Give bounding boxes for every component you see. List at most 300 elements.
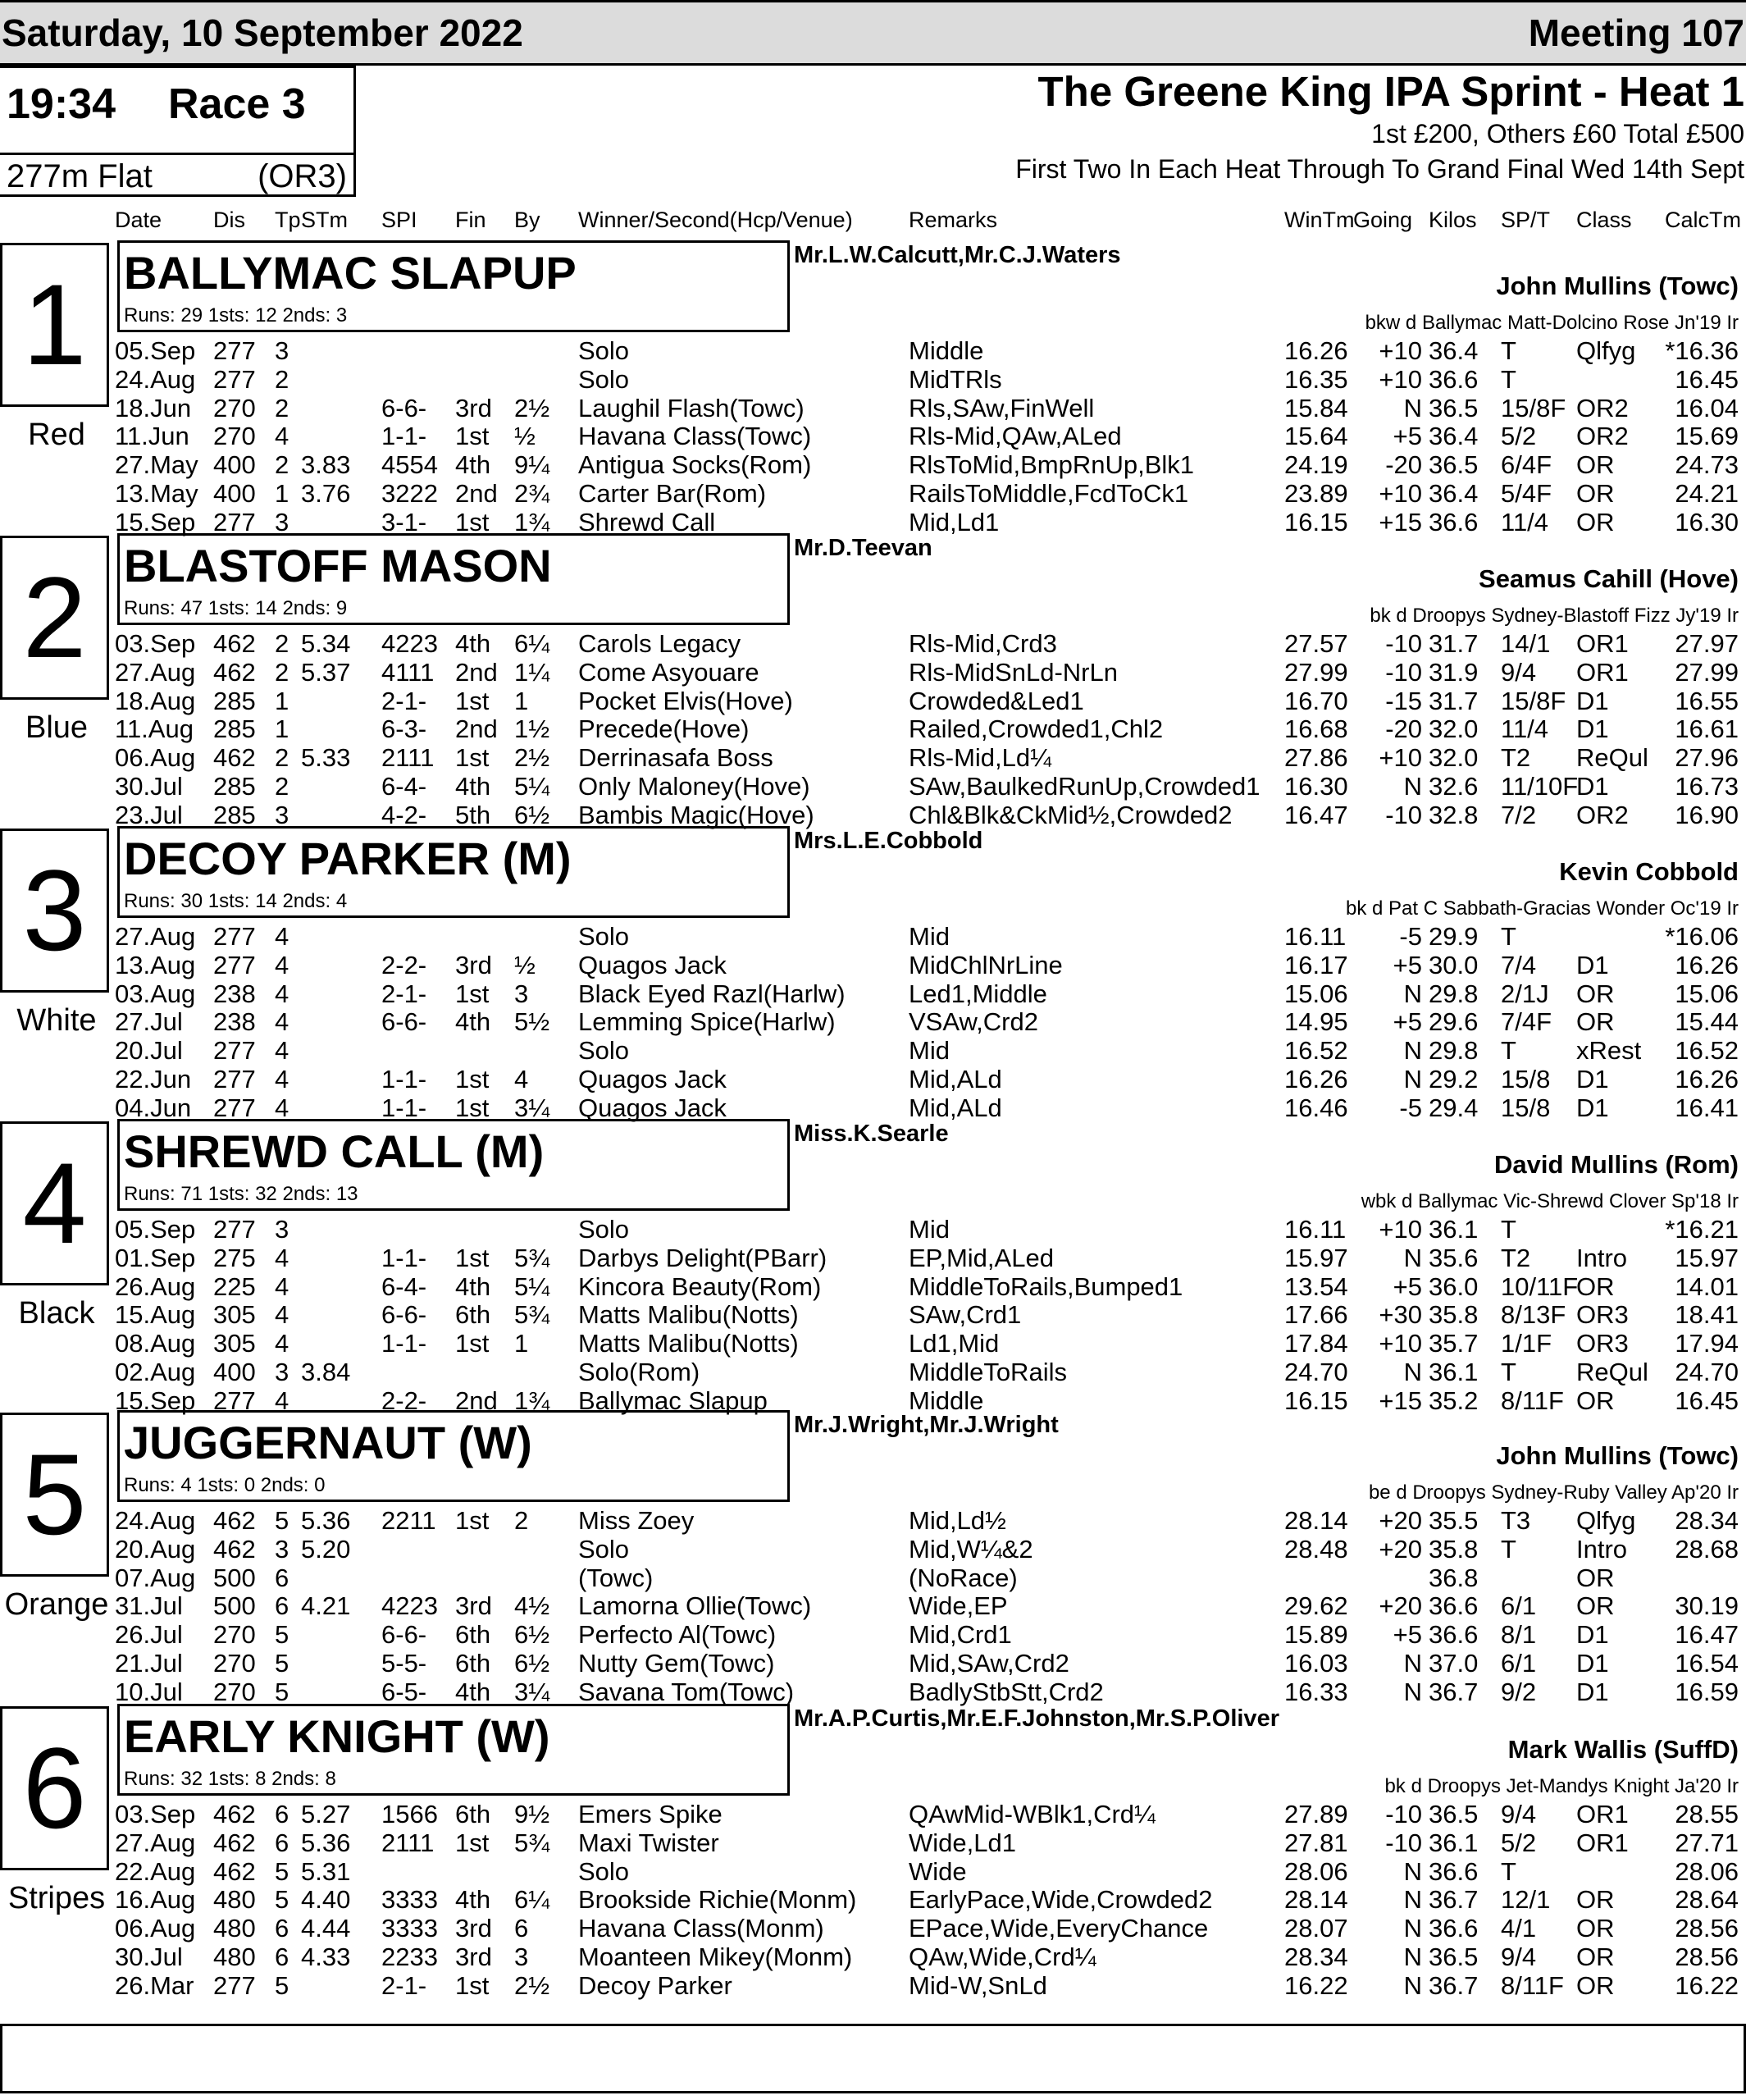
form-starting-price: 15/8	[1501, 1093, 1551, 1122]
form-class: D1	[1576, 714, 1609, 743]
form-distance: 270	[213, 1678, 256, 1706]
form-calc-time: 27.99	[1675, 658, 1739, 687]
race-grade: (OR3)	[258, 158, 347, 194]
form-distance-beaten: 2½	[514, 743, 550, 772]
form-split-positions: 2-1-	[381, 979, 427, 1008]
form-going: N	[1403, 772, 1422, 801]
form-remarks: Crowded&Led1	[909, 687, 1084, 715]
form-kilos: 31.7	[1429, 629, 1479, 658]
form-calc-time: 24.73	[1675, 450, 1739, 479]
trap-number: 3	[0, 829, 109, 993]
form-starting-price: 6/1	[1501, 1649, 1537, 1678]
form-finish: 3rd	[455, 394, 492, 422]
form-kilos: 35.6	[1429, 1244, 1479, 1272]
form-going: N	[1403, 1857, 1422, 1886]
form-distance-beaten: 2¾	[514, 479, 550, 508]
breeding-info: bk d Pat C Sabbath-Gracias Wonder Oc'19 Ir	[1345, 897, 1739, 920]
form-win-time: 17.84	[1284, 1329, 1348, 1358]
form-win-time: 16.15	[1284, 1386, 1348, 1415]
trap-colour: Red	[28, 418, 85, 452]
form-date: 26.Aug	[115, 1272, 196, 1301]
race-box-divider	[0, 153, 353, 155]
form-trap: 1	[275, 687, 289, 715]
form-kilos: 36.8	[1429, 1564, 1479, 1592]
form-distance-beaten: 2½	[514, 394, 550, 422]
form-row	[0, 801, 1746, 829]
form-calc-time: 16.55	[1675, 687, 1739, 715]
form-split-positions: 6-3-	[381, 714, 427, 743]
form-kilos: 36.0	[1429, 1272, 1479, 1301]
form-winner-second: Solo	[578, 336, 630, 365]
form-win-time: 29.62	[1284, 1591, 1348, 1620]
form-starting-price: T3	[1501, 1506, 1531, 1535]
form-distance-beaten: 5¼	[514, 772, 550, 801]
form-going: +15	[1379, 1386, 1422, 1415]
form-distance: 462	[213, 1828, 256, 1857]
form-finish: 2nd	[455, 479, 498, 508]
form-date: 04.Jun	[115, 1093, 192, 1122]
form-winner-second: Matts Malibu(Notts)	[578, 1300, 799, 1329]
form-date: 02.Aug	[115, 1358, 196, 1386]
col-stm: STm	[301, 208, 348, 232]
form-class: D1	[1576, 951, 1609, 979]
form-distance: 285	[213, 687, 256, 715]
form-split-positions: 6-4-	[381, 772, 427, 801]
owner-names: Mr.A.P.Curtis,Mr.E.F.Johnston,Mr.S.P.Oliver	[794, 1705, 1279, 1732]
form-remarks: Mid,Crd1	[909, 1620, 1012, 1649]
form-winner-second: Solo	[578, 1857, 630, 1886]
form-distance-beaten: 4½	[514, 1591, 550, 1620]
form-date: 03.Sep	[115, 629, 196, 658]
form-date: 15.Sep	[115, 1386, 196, 1415]
form-trap: 1	[275, 714, 289, 743]
form-going: +15	[1379, 508, 1422, 536]
form-finish: 1st	[455, 743, 490, 772]
form-trap: 2	[275, 365, 289, 394]
col-winner: Winner/Second(Hcp/Venue)	[578, 208, 853, 232]
form-going: -10	[1385, 1828, 1422, 1857]
form-starting-price: 6/4F	[1501, 450, 1552, 479]
trainer-name: Kevin Cobbold	[1559, 857, 1739, 886]
form-trap: 4	[275, 922, 289, 951]
form-going: +5	[1393, 951, 1422, 979]
form-winner-second: Quagos Jack	[578, 1065, 727, 1093]
form-calc-time: 16.41	[1675, 1093, 1739, 1122]
form-calc-time: 16.47	[1675, 1620, 1739, 1649]
form-trap: 4	[275, 1007, 289, 1036]
form-date: 24.Aug	[115, 365, 196, 394]
form-starting-price: T	[1501, 1358, 1516, 1386]
form-winner-second: Laughil Flash(Towc)	[578, 394, 805, 422]
form-remarks: Wide	[909, 1857, 967, 1886]
form-starting-price: 15/8	[1501, 1065, 1551, 1093]
form-date: 16.Aug	[115, 1885, 196, 1914]
form-starting-price: T	[1501, 1535, 1516, 1564]
form-going: -5	[1399, 922, 1422, 951]
form-sectional-time: 4.33	[301, 1942, 351, 1971]
form-distance-beaten: 6¼	[514, 1885, 550, 1914]
form-starting-price: T	[1501, 336, 1516, 365]
form-remarks: MidTRls	[909, 365, 1002, 394]
form-going: -20	[1385, 714, 1422, 743]
form-trap: 2	[275, 394, 289, 422]
form-remarks: Mid,Ld1	[909, 508, 1000, 536]
form-trap: 3	[275, 336, 289, 365]
form-winner-second: Carols Legacy	[578, 629, 741, 658]
form-trap: 2	[275, 772, 289, 801]
form-remarks: Mid,W¼&2	[909, 1535, 1033, 1564]
form-win-time: 16.26	[1284, 336, 1348, 365]
form-kilos: 36.7	[1429, 1678, 1479, 1706]
form-split-positions: 1-1-	[381, 1329, 427, 1358]
form-remarks: RailsToMiddle,FcdToCk1	[909, 479, 1189, 508]
form-distance: 400	[213, 479, 256, 508]
form-going: +10	[1379, 1215, 1422, 1244]
form-kilos: 36.7	[1429, 1885, 1479, 1914]
form-going: +5	[1393, 1272, 1422, 1301]
form-win-time: 24.70	[1284, 1358, 1348, 1386]
form-class: OR	[1576, 1914, 1615, 1942]
form-kilos: 36.5	[1429, 1800, 1479, 1828]
dog-name: SHREWD CALL (M)	[124, 1125, 545, 1177]
form-split-positions: 2-2-	[381, 1386, 427, 1415]
form-date: 21.Jul	[115, 1649, 183, 1678]
form-starting-price: 9/2	[1501, 1678, 1537, 1706]
form-row	[0, 1620, 1746, 1648]
form-starting-price: 6/1	[1501, 1591, 1537, 1620]
form-class: OR2	[1576, 394, 1629, 422]
form-sectional-time: 3.76	[301, 479, 351, 508]
trainer-name: Seamus Cahill (Hove)	[1479, 564, 1739, 593]
trap-number: 1	[0, 243, 109, 407]
form-distance: 462	[213, 658, 256, 687]
form-starting-price: 5/4F	[1501, 479, 1552, 508]
form-class: D1	[1576, 1093, 1609, 1122]
form-kilos: 36.6	[1429, 1591, 1479, 1620]
form-distance: 277	[213, 922, 256, 951]
form-distance: 500	[213, 1564, 256, 1592]
form-date: 30.Jul	[115, 1942, 183, 1971]
form-trap: 5	[275, 1678, 289, 1706]
form-going: N	[1403, 394, 1422, 422]
form-going: N	[1403, 1914, 1422, 1942]
form-going: +10	[1379, 743, 1422, 772]
form-calc-time: 14.01	[1675, 1272, 1739, 1301]
dog-record: Runs: 32 1sts: 8 2nds: 8	[124, 1768, 336, 1790]
form-winner-second: Bambis Magic(Hove)	[578, 801, 814, 829]
form-win-time: 16.52	[1284, 1036, 1348, 1065]
form-trap: 3	[275, 1215, 289, 1244]
form-split-positions: 6-5-	[381, 1678, 427, 1706]
form-starting-price: 15/8F	[1501, 394, 1566, 422]
form-going: N	[1403, 1065, 1422, 1093]
form-remarks: QAw,Wide,Crd¼	[909, 1942, 1096, 1971]
form-class: D1	[1576, 772, 1609, 801]
trainer-name: John Mullins (Towc)	[1496, 1441, 1739, 1470]
form-date: 24.Aug	[115, 1506, 196, 1535]
meeting-number: Meeting 107	[1528, 11, 1744, 54]
form-distance-beaten: 1	[514, 1329, 529, 1358]
form-distance: 480	[213, 1885, 256, 1914]
form-split-positions: 2111	[381, 743, 435, 772]
form-win-time: 16.26	[1284, 1065, 1348, 1093]
form-row	[0, 1215, 1746, 1243]
form-calc-time: 16.54	[1675, 1649, 1739, 1678]
form-split-positions: 3-1-	[381, 508, 427, 536]
form-calc-time: 28.56	[1675, 1942, 1739, 1971]
form-winner-second: Brookside Richie(Monm)	[578, 1885, 857, 1914]
form-calc-time: 16.73	[1675, 772, 1739, 801]
form-starting-price: 9/4	[1501, 658, 1537, 687]
form-row	[0, 1272, 1746, 1300]
form-date: 03.Aug	[115, 979, 196, 1008]
race-title: The Greene King IPA Sprint - Heat 1	[1037, 68, 1744, 115]
form-sectional-time: 4.44	[301, 1914, 351, 1942]
form-finish: 1st	[455, 1506, 490, 1535]
form-kilos: 36.5	[1429, 394, 1479, 422]
form-kilos: 29.8	[1429, 1036, 1479, 1065]
form-distance: 462	[213, 1857, 256, 1886]
form-starting-price: 4/1	[1501, 1914, 1537, 1942]
form-going: +20	[1379, 1591, 1422, 1620]
form-distance-beaten: 6¼	[514, 629, 550, 658]
form-trap: 5	[275, 1506, 289, 1535]
form-calc-time: 28.68	[1675, 1535, 1739, 1564]
form-winner-second: Quagos Jack	[578, 1093, 727, 1122]
form-split-positions: 4554	[381, 450, 438, 479]
trainer-name: David Mullins (Rom)	[1494, 1150, 1739, 1179]
form-distance: 277	[213, 508, 256, 536]
form-win-time: 16.03	[1284, 1649, 1348, 1678]
form-distance: 238	[213, 979, 256, 1008]
form-class: OR1	[1576, 629, 1629, 658]
form-finish: 4th	[455, 450, 491, 479]
form-finish: 6th	[455, 1300, 491, 1329]
form-starting-price: 8/13F	[1501, 1300, 1566, 1329]
form-remarks: Chl&Blk&CkMid½,Crowded2	[909, 801, 1233, 829]
form-calc-time: 15.06	[1675, 979, 1739, 1008]
form-distance-beaten: 9¼	[514, 450, 550, 479]
form-trap: 3	[275, 508, 289, 536]
form-trap: 3	[275, 1535, 289, 1564]
form-distance: 462	[213, 1506, 256, 1535]
form-win-time: 28.14	[1284, 1506, 1348, 1535]
form-row	[0, 772, 1746, 800]
form-win-time: 16.70	[1284, 687, 1348, 715]
form-class: OR1	[1576, 1800, 1629, 1828]
form-going: N	[1403, 1244, 1422, 1272]
form-kilos: 35.8	[1429, 1300, 1479, 1329]
col-dis: Dis	[213, 208, 245, 232]
form-distance: 285	[213, 801, 256, 829]
form-going: -10	[1385, 1800, 1422, 1828]
form-going: -10	[1385, 801, 1422, 829]
form-distance: 277	[213, 1215, 256, 1244]
form-row	[0, 743, 1746, 771]
form-class: ReQul	[1576, 743, 1648, 772]
form-kilos: 36.7	[1429, 1971, 1479, 2000]
form-trap: 6	[275, 1942, 289, 1971]
form-remarks: Mid-W,SnLd	[909, 1971, 1047, 2000]
form-winner-second: Nutty Gem(Towc)	[578, 1649, 775, 1678]
form-calc-time: 16.22	[1675, 1971, 1739, 2000]
form-trap: 4	[275, 1065, 289, 1093]
form-date: 15.Aug	[115, 1300, 196, 1329]
form-remarks: SAw,BaulkedRunUp,Crowded1	[909, 772, 1260, 801]
form-remarks: MidChlNrLine	[909, 951, 1063, 979]
col-remarks: Remarks	[909, 208, 998, 232]
form-split-positions: 4111	[381, 658, 435, 687]
form-kilos: 36.5	[1429, 450, 1479, 479]
form-trap: 4	[275, 1386, 289, 1415]
form-row	[0, 422, 1746, 450]
form-distance-beaten: ½	[514, 951, 536, 979]
form-distance-beaten: 1¾	[514, 1386, 550, 1415]
form-distance: 277	[213, 365, 256, 394]
race-distance: 277m Flat	[7, 158, 153, 194]
form-remarks: Railed,Crowded1,Chl2	[909, 714, 1164, 743]
form-kilos: 29.6	[1429, 1007, 1479, 1036]
form-trap: 5	[275, 1857, 289, 1886]
form-win-time: 15.97	[1284, 1244, 1348, 1272]
trap-colour: White	[16, 1003, 97, 1038]
form-remarks: QAwMid-WBlk1,Crd¼	[909, 1800, 1156, 1828]
form-class: OR	[1576, 1386, 1615, 1415]
form-distance: 462	[213, 1535, 256, 1564]
form-trap: 2	[275, 450, 289, 479]
form-date: 03.Sep	[115, 1800, 196, 1828]
form-distance-beaten: 5¾	[514, 1300, 550, 1329]
form-going: -10	[1385, 629, 1422, 658]
form-remarks: VSAw,Crd2	[909, 1007, 1038, 1036]
form-distance-beaten: 1¾	[514, 508, 550, 536]
form-date: 27.Aug	[115, 1828, 196, 1857]
form-starting-price: 11/10F	[1501, 772, 1579, 801]
form-starting-price: 7/4	[1501, 951, 1537, 979]
form-win-time: 16.35	[1284, 365, 1348, 394]
form-distance: 270	[213, 1649, 256, 1678]
trap-number: 5	[0, 1413, 109, 1577]
dog-name-box	[117, 240, 790, 332]
form-starting-price: 11/4	[1501, 508, 1549, 536]
race-info-box	[0, 66, 356, 197]
form-remarks: Rls-Mid,Ld¼	[909, 743, 1051, 772]
form-date: 27.Jul	[115, 1007, 183, 1036]
dog-record: Runs: 30 1sts: 14 2nds: 4	[124, 890, 348, 912]
form-calc-time: 15.69	[1675, 422, 1739, 450]
meeting-date: Saturday, 10 September 2022	[2, 11, 523, 54]
form-trap: 6	[275, 1800, 289, 1828]
form-starting-price: 15/8F	[1501, 687, 1566, 715]
form-date: 11.Aug	[115, 714, 194, 743]
form-split-positions: 6-6-	[381, 1620, 427, 1649]
form-going: +20	[1379, 1506, 1422, 1535]
form-date: 05.Sep	[115, 1215, 196, 1244]
footer-box	[0, 2024, 1746, 2093]
form-trap: 2	[275, 629, 289, 658]
form-remarks: Wide,Ld1	[909, 1828, 1016, 1857]
form-class: D1	[1576, 1620, 1609, 1649]
form-kilos: 32.0	[1429, 714, 1479, 743]
dog-name-box	[117, 1410, 790, 1502]
breeding-info: bk d Droopys Jet-Mandys Knight Ja'20 Ir	[1384, 1775, 1739, 1797]
form-winner-second: Matts Malibu(Notts)	[578, 1329, 799, 1358]
form-date: 27.May	[115, 450, 198, 479]
form-calc-time: *16.21	[1665, 1215, 1739, 1244]
form-remarks: Rls-Mid,Crd3	[909, 629, 1057, 658]
form-remarks: BadlyStbStt,Crd2	[909, 1678, 1104, 1706]
form-split-positions: 1-1-	[381, 422, 427, 450]
form-distance-beaten: 5½	[514, 1007, 550, 1036]
form-distance: 500	[213, 1591, 256, 1620]
form-going: +5	[1393, 1620, 1422, 1649]
form-date: 11.Jun	[115, 422, 189, 450]
trap-colour: Blue	[25, 710, 89, 745]
form-class: OR2	[1576, 801, 1629, 829]
form-date: 27.Aug	[115, 658, 196, 687]
breeding-info: be d Droopys Sydney-Ruby Valley Ap'20 Ir	[1368, 1481, 1739, 1504]
form-row	[0, 1828, 1746, 1856]
form-going: +10	[1379, 1329, 1422, 1358]
form-distance-beaten: 2	[514, 1506, 529, 1535]
form-distance: 285	[213, 714, 256, 743]
form-remarks: Mid,SAw,Crd2	[909, 1649, 1069, 1678]
form-kilos: 36.6	[1429, 1620, 1479, 1649]
col-fin: Fin	[455, 208, 486, 232]
form-calc-time: 27.96	[1675, 743, 1739, 772]
form-win-time: 16.46	[1284, 1093, 1348, 1122]
form-distance: 238	[213, 1007, 256, 1036]
form-distance-beaten: ½	[514, 422, 536, 450]
form-finish: 1st	[455, 1971, 490, 2000]
form-sectional-time: 5.20	[301, 1535, 351, 1564]
dog-record: Runs: 71 1sts: 32 2nds: 13	[124, 1183, 358, 1205]
form-going: -15	[1385, 687, 1422, 715]
form-remarks: Wide,EP	[909, 1591, 1008, 1620]
form-row	[0, 1942, 1746, 1970]
form-trap: 5	[275, 1971, 289, 2000]
form-finish: 6th	[455, 1620, 491, 1649]
form-row	[0, 1506, 1746, 1534]
col-wintm: WinTm	[1284, 208, 1355, 232]
form-sectional-time: 5.33	[301, 743, 351, 772]
form-starting-price: T	[1501, 1036, 1516, 1065]
form-class: OR	[1576, 479, 1615, 508]
form-starting-price: 14/1	[1501, 629, 1551, 658]
form-class: OR	[1576, 1885, 1615, 1914]
dog-name-box	[117, 1704, 790, 1796]
form-distance-beaten: 4	[514, 1065, 529, 1093]
form-sectional-time: 5.36	[301, 1506, 351, 1535]
form-winner-second: Miss Zoey	[578, 1506, 695, 1535]
form-row	[0, 979, 1746, 1007]
form-date: 30.Jul	[115, 772, 183, 801]
dog-name-box	[117, 1119, 790, 1211]
form-calc-time: 27.71	[1675, 1828, 1739, 1857]
form-going: N	[1403, 1971, 1422, 2000]
form-row	[0, 1914, 1746, 1942]
form-finish: 1st	[455, 687, 490, 715]
form-going: +10	[1379, 336, 1422, 365]
form-finish: 4th	[455, 1678, 491, 1706]
form-date: 23.Jul	[115, 801, 183, 829]
form-distance-beaten: 1	[514, 687, 529, 715]
form-kilos: 36.4	[1429, 422, 1479, 450]
form-starting-price: 11/4	[1501, 714, 1549, 743]
form-split-positions: 3333	[381, 1885, 438, 1914]
form-date: 18.Aug	[115, 687, 196, 715]
form-class: Qlfyg	[1576, 1506, 1636, 1535]
